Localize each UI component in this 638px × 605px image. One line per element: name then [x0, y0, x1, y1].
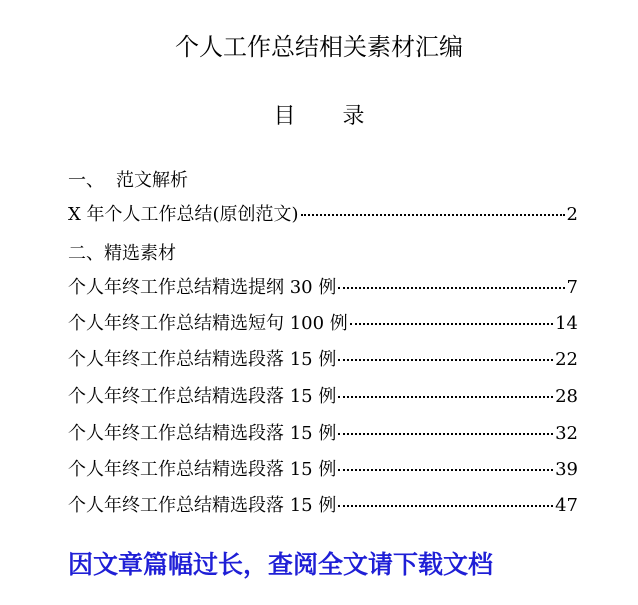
toc-dot-leader — [350, 323, 553, 325]
toc-page-number: 7 — [566, 277, 578, 298]
toc-entry-label: 个人年终工作总结精选段落 15 例 — [68, 349, 337, 370]
toc-dot-leader — [338, 505, 553, 507]
toc-page-number: 39 — [555, 459, 578, 480]
toc-entry-label: 个人年终工作总结精选提纲 30 例 — [68, 277, 337, 298]
section-number: 二、 — [68, 243, 104, 264]
toc-entry-label: 个人年终工作总结精选短句 100 例 — [68, 313, 348, 334]
toc-entry[interactable] — [68, 346, 578, 374]
toc-dot-leader — [338, 359, 553, 361]
section-heading-2 — [68, 241, 176, 267]
toc-entry-label: 个人年终工作总结精选段落 15 例 — [68, 495, 337, 516]
toc-entry[interactable] — [68, 420, 578, 448]
toc-page-number: 32 — [555, 423, 578, 444]
toc-dot-leader — [338, 287, 564, 289]
toc-dot-leader — [338, 396, 553, 398]
toc-heading: 目 录 — [273, 104, 385, 129]
toc-page-number: 47 — [555, 495, 578, 516]
toc-dot-leader — [338, 469, 553, 471]
toc-page-number: 2 — [566, 204, 578, 225]
toc-entry[interactable] — [68, 456, 578, 484]
toc-dot-leader — [338, 433, 553, 435]
toc-entry-label: 个人年终工作总结精选段落 15 例 — [68, 386, 337, 407]
toc-entry[interactable] — [68, 274, 578, 302]
toc-dot-leader — [301, 214, 565, 216]
toc-entry[interactable] — [68, 383, 578, 411]
section-title: 精选素材 — [104, 243, 176, 264]
toc-page-number: 22 — [555, 349, 578, 370]
toc-entry-label: 个人年终工作总结精选段落 15 例 — [68, 459, 337, 480]
download-notice[interactable]: 因文章篇幅过长，查阅全文请下载文档 — [68, 550, 494, 579]
section-title: 范文解析 — [116, 170, 188, 191]
toc-page-number: 14 — [555, 313, 578, 334]
section-heading-1 — [68, 168, 188, 194]
toc-entry-label: X 年个人工作总结(原创范文) — [68, 204, 299, 225]
toc-entry[interactable] — [68, 310, 578, 338]
document-title: 个人工作总结相关素材汇编 — [175, 33, 463, 61]
toc-page-number: 28 — [555, 386, 578, 407]
section-number: 一、 — [68, 170, 104, 191]
toc-entry[interactable] — [68, 492, 578, 520]
toc-entry[interactable] — [68, 201, 578, 229]
toc-entry-label: 个人年终工作总结精选段落 15 例 — [68, 423, 337, 444]
